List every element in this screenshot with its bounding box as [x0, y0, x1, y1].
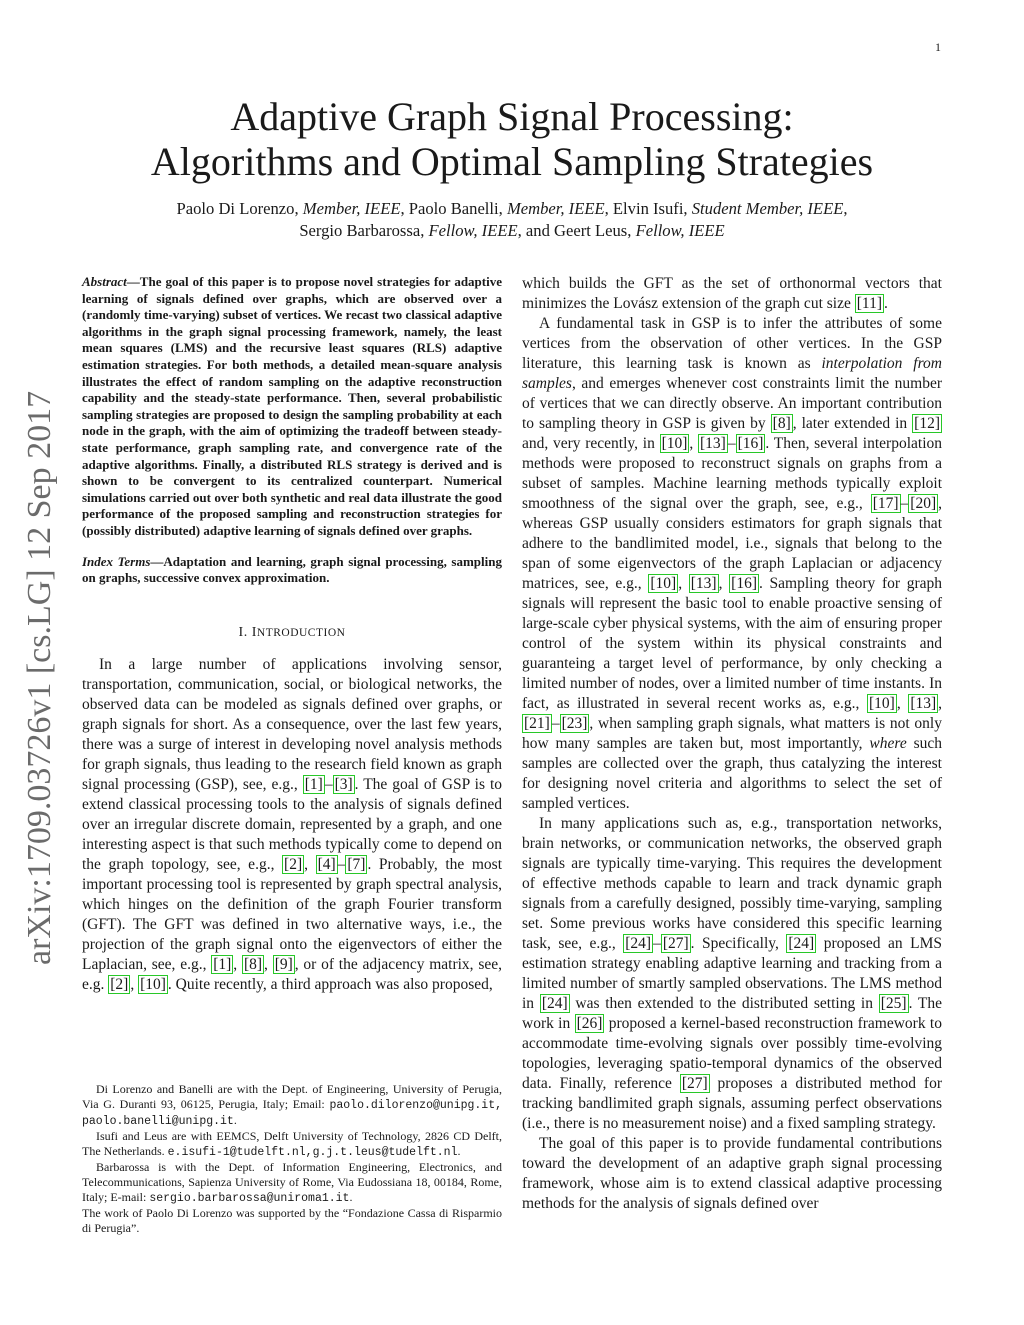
- author-name: , Paolo Banelli,: [400, 199, 507, 218]
- citation-link[interactable]: [17]: [872, 495, 899, 512]
- page-number: 1: [935, 40, 941, 54]
- citation-link[interactable]: [27]: [681, 1075, 708, 1092]
- footnote-rome: Barbarossa is with the Dept. of Information Engineering, Electronics, and Telecommunications, Sapienza University of Rome, Via Eudossiana 18, 00184, Rome, Italy; E-mail: sergio.barbarossa@uniroma1.it.: [82, 1160, 502, 1205]
- author-affiliation-footnotes: [82, 1082, 502, 1236]
- section-heading-introduction: [82, 625, 502, 641]
- citation-link[interactable]: [7]: [347, 855, 366, 873]
- intro-paragraph-continued: which builds the GFT as the set of orthonormal vectors that minimizes the Lovász extension of the graph cut size [11] .: [522, 275, 942, 312]
- citation-link[interactable]: [16]: [731, 575, 757, 592]
- citation-link[interactable]: [12]: [914, 415, 940, 432]
- section-title-initial: I: [251, 624, 257, 640]
- citation-link[interactable]: [21]: [524, 715, 550, 732]
- footnote-perugia: Di Lorenzo and Banelli are with the Dept. of Engineering, University of Perugia, Via G. Duranti 93, 06125, Perugia, Italy; Email: paolo.dilorenzo@unipg.it, paolo.banelli@unipg.it.: [82, 1082, 502, 1128]
- citation-link[interactable]: [4]: [317, 855, 336, 873]
- emphasis: interpolation from samples: [522, 355, 943, 392]
- intro-paragraph-1: In a large number of applications involving sensor, transportation, communication, social, or biological networks, the observed data can be modeled as signals defined over graphs, or graph signals for short. As a consequence, over the last few years, there was a surge of interest in developing novel analysis methods for graph signals, thus leading to the research field known as graph signal processing (GSP), see, e.g., [1] – [3] . The goal of GSP is to extend classical processing tools to the analysis of signals defined over an irregular discrete domain, represented by a graph, and one interesting aspect is that such methods typically come to depend on the graph topology, see, e.g., [2] , [4] – [7] . Probably, the most important processing tool is represented by graph spectral analysis, which hinges on the definition of the graph Fourier transform (GFT). The GFT was defined in two alternative ways, i.e., the projection of the graph signal onto the eigenvectors of either the Laplacian, see, e.g., [1] , [8] , [9] , or of the adjacency matrix, see, e.g. [2] , [10] . Quite recently, a third approach was also proposed,: [82, 655, 503, 993]
- abstract-label: Abstract: [82, 274, 127, 289]
- email-address[interactable]: e.isufi-1@tudelft.nl,g.j.t.leus@tudelft.nl: [167, 1146, 458, 1159]
- citation-link[interactable]: [10]: [650, 575, 677, 592]
- author-name: , and Geert Leus,: [517, 220, 636, 240]
- title-line-2: Algorithms and Optimal Sampling Strategies: [150, 139, 874, 184]
- citation-link[interactable]: [2]: [284, 855, 303, 873]
- citation-link[interactable]: [8]: [772, 415, 791, 432]
- citation-link[interactable]: [10]: [869, 695, 895, 712]
- citation-link[interactable]: [26]: [576, 1015, 603, 1032]
- citation-link[interactable]: [9]: [274, 955, 293, 973]
- index-terms-label: Index Terms: [82, 553, 151, 569]
- section-title-rest: NTRODUCTION: [256, 626, 346, 639]
- index-terms: [82, 554, 502, 587]
- citation-link[interactable]: [11]: [856, 295, 882, 312]
- author-separator: ,: [843, 199, 848, 218]
- intro-paragraph-4: The goal of this paper is to provide fundamental contributions toward the development of an adaptive graph signal processing framework, whose aim is to extend classical adaptive processing methods for the analysis of signals defined over: [522, 1135, 942, 1212]
- author-name: Paolo Di Lorenzo,: [176, 199, 303, 218]
- title-line-1: Adaptive Graph Signal Processing:: [230, 94, 794, 139]
- author-list: [80, 198, 944, 241]
- intro-paragraph-2: A fundamental task in GSP is to infer the attributes of some vertices from the observation of other vertices. In the GSP literature, this learning task is known as interpolation from samples, and emerges whenever cost constraints limit the number of vertices that we can directly observe. An important contribution to sampling theory in GSP is given by [8] , later extended in [12] and, very recently, in [10] , [13] – [16] . Then, several interpolation methods were proposed to reconstruct signals on graphs from a subset of samples. Machine learning methods typically exploit smoothness of the signal over the graph, see, e.g., [17] – [20] , whereas GSP usually considers estimators for graph signals that adhere to the bandlimited model, i.e., signals that belong to the span of some eigenvectors of the graph Laplacian or adjacency matrices, see, e.g., [10] , [13] , [16] . Sampling theory for graph signals will represent the basic tool to enable proactive sensing of large-scale cyber physical systems, with the aim of ensuring proper control of the system within its physical constraints and guaranteing a target level of performance, by only checking a limited number of nodes, over a limited number of time instants. In fact, as illustrated in several recent works as, e.g., [10] , [13] , [21] – [23] , when sampling graph signals, what matters is not only how many samples are taken but, most importantly, where such samples are collected over the graph, thus catalyzing the interest for designing novel criteria and algorithms to select the set of sampled vertices.: [522, 315, 943, 812]
- author-membership: Member, IEEE: [506, 199, 605, 218]
- author-membership: Fellow, IEEE: [635, 220, 725, 240]
- author-name: , Elvin Isufi,: [604, 199, 692, 218]
- citation-link[interactable]: [16]: [737, 435, 764, 452]
- author-membership: Fellow, IEEE: [428, 220, 518, 240]
- citation-link[interactable]: [25]: [880, 995, 907, 1012]
- citation-link[interactable]: [10]: [140, 975, 166, 993]
- author-membership: Member, IEEE: [302, 199, 401, 218]
- author-name: Sergio Barbarossa,: [299, 220, 429, 240]
- citation-link[interactable]: [24]: [788, 935, 815, 952]
- citation-link[interactable]: [13]: [700, 435, 726, 452]
- email-address[interactable]: paolo.dilorenzo@unipg.it, paolo.banelli@unipg.it: [82, 1099, 502, 1128]
- citation-link[interactable]: [24]: [625, 935, 652, 952]
- citation-link[interactable]: [1]: [304, 775, 323, 793]
- section-numeral: I.: [238, 624, 252, 640]
- citation-link[interactable]: [13]: [690, 575, 717, 592]
- author-membership: Student Member, IEEE: [691, 199, 844, 218]
- citation-link[interactable]: [1]: [213, 955, 232, 973]
- citation-link[interactable]: [24]: [541, 995, 568, 1012]
- emphasis: where: [869, 735, 907, 752]
- citation-link[interactable]: [13]: [910, 695, 937, 712]
- abstract: [82, 274, 502, 540]
- citation-link[interactable]: [3]: [334, 775, 353, 793]
- citation-link[interactable]: [20]: [910, 495, 937, 512]
- citation-link[interactable]: [27]: [662, 935, 689, 952]
- intro-paragraph-3: In many applications such as, e.g., transportation networks, brain networks, or communication networks, the observed graph signals are typically time-varying. This requires the development of effective methods capable to learn and track dynamic graph signals from a carefully designed, possibly time-varying, sampling set. Some previous works have considered this specific learning task, see, e.g., [24] – [27] . Specifically, [24] proposed an LMS estimation strategy enabling adaptive learning and tracking from a limited number of smartly sampled observations. The LMS method in [24] was then extended to the distributed setting in [25] . The work in [26] proposed a kernel-based reconstruction framework to accommodate time-evolving signals over possibly time-evolving topologies, leveraging spatio-temporal dynamics of the observed data. Finally, reference [27] proposes a distributed method for tracking bandlimited graph signals, assuming perfect observations (i.e., there is no measurement noise) and a fixed sampling strategy.: [522, 815, 943, 1132]
- citation-link[interactable]: [23]: [561, 715, 588, 732]
- email-address[interactable]: sergio.barbarossa@uniroma1.it: [149, 1192, 350, 1205]
- footnote-delft: Isufi and Leus are with EEMCS, Delft University of Technology, 2826 CD Delft, The Netherlands. e.isufi-1@tudelft.nl,g.j.t.leus@tudelft.nl.: [82, 1129, 502, 1159]
- citation-link[interactable]: [10]: [661, 435, 688, 452]
- footnote-funding: The work of Paolo Di Lorenzo was supported by the “Fondazione Cassa di Risparmio di Perugia”.: [82, 1206, 502, 1235]
- citation-link[interactable]: [2]: [110, 975, 129, 993]
- index-terms-text: —Adaptation and learning, graph signal processing, sampling on graphs, successive convex approximation.: [82, 553, 502, 586]
- abstract-text: —The goal of this paper is to propose novel strategies for adaptive learning of signals defined over graphs, which are observed over a (randomly time-varying) subset of vertices. We recast two classical adaptive algorithms in the graph signal processing framework, namely, the least mean squares (LMS) and the recursive least squares (RLS) adaptive estimation strategies. For both methods, a detailed mean-square analysis illustrates the effect of random sampling on the adaptive reconstruction capability and the steady-state performance. Then, several probabilistic sampling strategies are proposed to design the sampling probability at each node in the graph, with the aim of optimizing the tradeoff between steady-state performance, graph sampling rate, and convergence rate of the adaptive algorithms. Finally, a distributed RLS strategy is derived and is shown to be convergent to its centralized counterpart. Numerical simulations carried out over both synthetic and real data illustrate the good performance of the proposed sampling and reconstruction strategies for (possibly distributed) adaptive learning of signals defined over graphs.: [82, 274, 502, 538]
- right-column: [522, 274, 942, 1214]
- left-column: [82, 274, 502, 995]
- paper-title: [80, 94, 944, 184]
- arxiv-identifier-stamp: arXiv:1709.03726v1 [cs.LG] 12 Sep 2017: [21, 390, 58, 965]
- citation-link[interactable]: [8]: [243, 955, 263, 973]
